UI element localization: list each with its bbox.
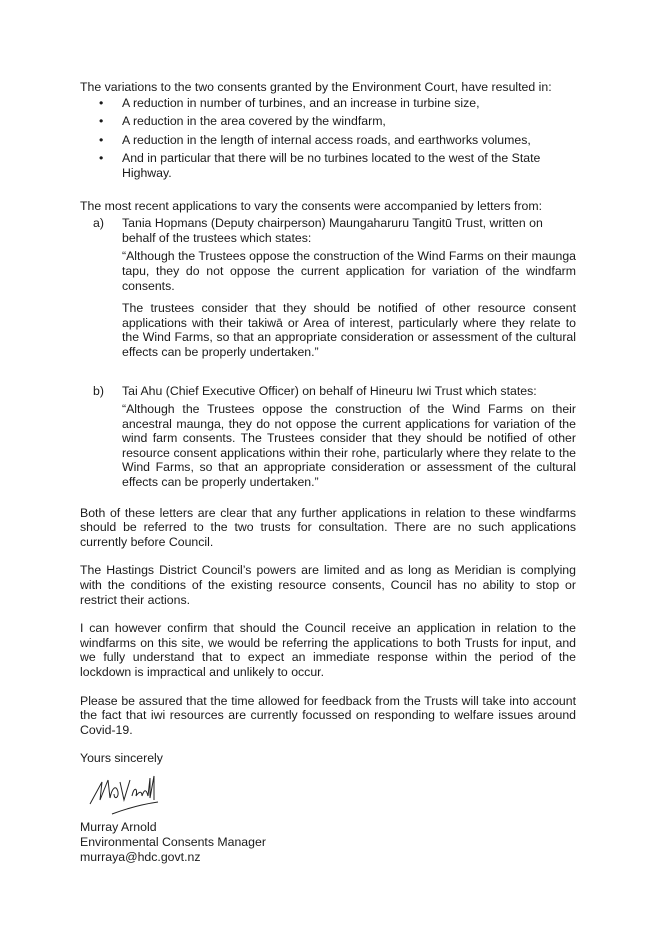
body-paragraph: The Hastings District Council’s powers are limited and as long as Meridian is complying with the conditions of the existing resource consents, Council has no ability to stop or restrict their actions.	[80, 563, 576, 607]
bullet-icon: •	[99, 132, 104, 147]
signatory-email[interactable]: murraya@hdc.govt.nz	[80, 849, 201, 864]
letter-head: Tania Hopmans (Deputy chairperson) Maungaharuru Tangitū Trust, written on behalf of the trustees which states:	[122, 216, 543, 245]
list-item: • A reduction in number of turbines, and an increase in turbine size,	[99, 95, 480, 110]
item-marker: a)	[93, 216, 104, 231]
body-paragraph: Please be assured that the time allowed for feedback from the Trusts will take into account the fact that iwi resources are currently focussed on responding to welfare issues around Covid-19.	[80, 693, 576, 737]
letter-quote: “Although the Trustees oppose the construction of the Wind Farms on their ancestral maunga, they do not oppose the current applications for variation of the wind farm consents. The Trustees consider that they should be notified of other resource consent applications within their rohe, particularly where they relate to the Wind Farms, so that an appropriate consideration or assessment of the cultural effects can be properly undertaken.”	[122, 402, 576, 490]
bullet-icon: •	[99, 95, 104, 110]
signature-icon	[88, 774, 178, 816]
letter-quote: The trustees consider that they should be notified of other resource consent applications with their takiwā or Area of interest, particularly where they relate to the Wind Farms, so that an appropriate consideration or assessment of the cultural effects can be properly undertaken.”	[122, 301, 576, 359]
intro-text: The variations to the two consents granted by the Environment Court, have resulted in:	[80, 80, 552, 94]
closing: Yours sincerely	[80, 751, 163, 766]
body-paragraph: Both of these letters are clear that any further applications in relation to these windfarms should be referred to the two trusts for consultation. There are no such applications currently before Council.	[80, 505, 576, 549]
letter-page	[80, 80, 576, 865]
bullet-icon: •	[99, 114, 104, 129]
list-item: • A reduction in the area covered by the windfarm,	[99, 114, 386, 129]
body-paragraph: I can however confirm that should the Council receive an application in relation to the windfarms on this site, we would be referring the applications to both Trusts for input, and we fully understand that to expect an immediate response within the period of the lockdown is impractical and unlikely to occur.	[80, 621, 576, 679]
letter-item-b	[80, 384, 576, 490]
letter-item-a	[80, 216, 576, 359]
signatory-title: Environmental Consents Manager	[80, 834, 266, 849]
bullet-icon: •	[99, 151, 104, 166]
signatory-name: Murray Arnold	[80, 819, 157, 834]
letter-quote: “Although the Trustees oppose the construction of the Wind Farms on their maunga tapu, they do not oppose the current application for variation of the windfarm consents.	[122, 249, 576, 293]
item-marker: b)	[93, 383, 104, 398]
list-item: • A reduction in the length of internal access roads, and earthworks volumes,	[99, 132, 531, 147]
signature-block	[80, 820, 576, 865]
variations-list	[80, 96, 576, 181]
letters-lead: The most recent applications to vary the consents were accompanied by letters from:	[80, 198, 543, 213]
list-item: • And in particular that there will be no turbines located to the west of the State Highway.	[99, 151, 541, 180]
letter-head: Tai Ahu (Chief Executive Officer) on behalf of Hineuru Iwi Trust which states:	[122, 383, 537, 398]
